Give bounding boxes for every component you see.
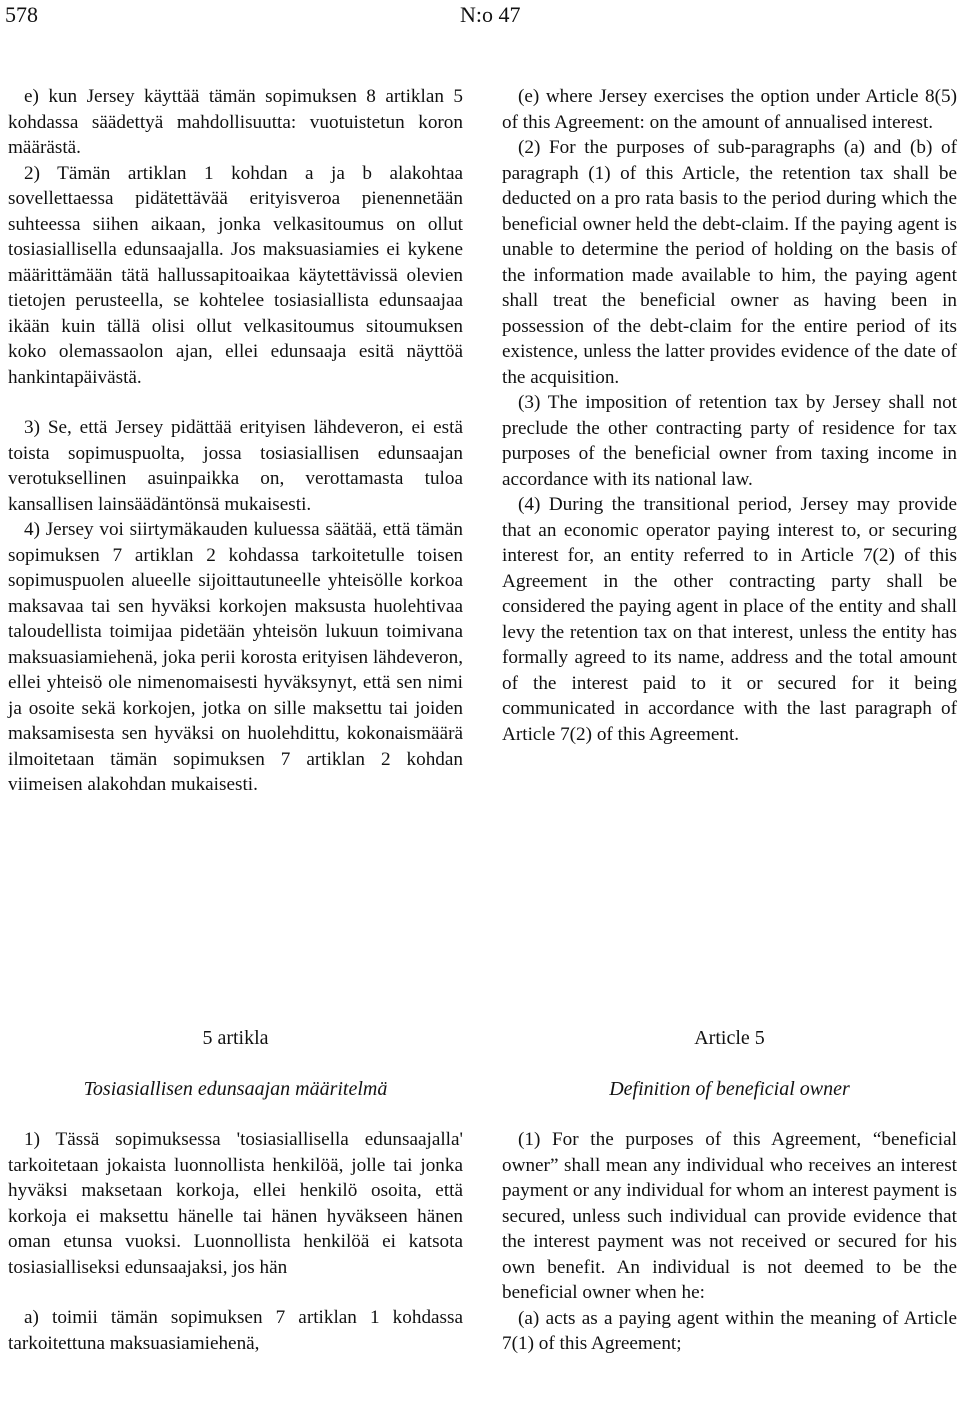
- fi-article-5-point-a: a) toimii tämän sopimuksen 7 artiklan 1 kohdassa tarkoitettuna maksuasiamiehenä,: [8, 1307, 463, 1354]
- fi-paragraph-3: 3) Se, että Jersey pidättää erityisen lähdeveron, ei estä toista sopimuspuolta, jossa tosiasiallisen edunsaajan verotuksellinen asuinpaikka on, verottamasta tuloa kansallisen lainsäädäntönsä mukaisesti.: [8, 417, 463, 515]
- fi-paragraph-4: 4) Jersey voi siirtymäkauden kuluessa säätää, että tämän sopimuksen 7 artiklan 2 kohdassa tarkoitetulle toisen sopimuspuolen alueelle sijoittautuneelle yhteisölle korkoa maksavaa tai sen hyväksi korkojen maksusta huolehtivaa taloudellista toimijaa pidetään yhteisön lukuun toimivana maksuasiamiehenä, joka perii korosta erityisen lähdeveron, ellei yhteisö ole nimenomaisesti hyväksynyt, että sen nimi ja osoite sekä korkojen, jotka on sille maksettu tai joiden maksamisesta sen hyväksi on huolehdittu, kokonaismäärä ilmoitetaan tämän sopimuksen 7 artiklan 2 kohdan viimeisen alakohdan mukaisesti.: [8, 519, 463, 795]
- en-article-title: Definition of beneficial owner: [609, 1077, 850, 1100]
- en-paragraph-2: (2) For the purposes of sub-paragraphs (a) and (b) of paragraph (1) of this Article, the retention tax shall be deducted on a pro rata basis to the period during which the beneficial owner held the debt-claim. If the paying agent is unable to determine the period of holding on the basis of the information made available to him, the paying agent shall treat the beneficial owner as having been in possession of the debt-claim for the entire period of its existence, unless the latter provides evidence of the date of the acquisition.: [502, 137, 957, 388]
- en-paragraph-4: (4) During the transitional period, Jersey may provide that an economic operator paying interest to, or securing interest for, an entity referred to in Article 7(2) of this Agreement in the other contracting party shall be considered the paying agent in place of the entity and shall levy the retention tax on that interest, unless the entity has formally agreed to its name, address and the total amount of the interest paid to it or secured for it being communicated in accordance with the last paragraph of Article 7(2) of this Agreement.: [502, 494, 957, 745]
- en-article-5-paragraph-1: (1) For the purposes of this Agreement, “beneficial owner” shall mean any individual who receives an interest payment or any individual for whom an interest payment is secured, unless such individual can provide evidence that the interest payment was not received or secured for his own benefit. An individual is not deemed to be the beneficial owner when he:: [502, 1129, 957, 1303]
- fi-paragraph-1e: e) kun Jersey käyttää tämän sopimuksen 8 artiklan 5 kohdassa säädettyä mahdollisuutta: vuotuistetun koron määrästä.: [8, 86, 463, 158]
- fi-article-heading: 5 artikla: [202, 1027, 269, 1049]
- page-header: [0, 0, 960, 40]
- fi-paragraph-2: 2) Tämän artiklan 1 kohdan a ja b alakohtaa sovellettaessa pidätettävää erityisveroa pienennetään suhteessa siihen aikaan, jonka velkasitoumus on ollut tosiasiallisella edunsaajalla. Jos maksuasiamies ei kykene määrittämään tätä hallussapitoaikaa käytettävissä olevien tietojen perusteella, se kohtelee tosiasiallista edunsaajaa ikään kuin tällä olisi ollut velkasitoumus sitoumuksen koko olemassaolon ajan, ellei edunsaaja esitä näyttöä hankintapäivästä.: [8, 162, 463, 388]
- english-column-top: [502, 84, 957, 747]
- issue-number: N:o 47: [460, 2, 521, 27]
- fi-article-title: Tosiasiallisen edunsaajan määritelmä: [83, 1077, 388, 1100]
- english-article-5: [502, 1026, 957, 1357]
- en-article-heading: Article 5: [694, 1027, 765, 1049]
- finnish-article-5: [8, 1026, 463, 1356]
- en-paragraph-3: (3) The imposition of retention tax by Jersey shall not preclude the other contracting party of residence for tax purposes of the beneficial owner from taxing income in accordance with its national law.: [502, 392, 957, 490]
- en-article-5-point-a: (a) acts as a paying agent within the meaning of Article 7(1) of this Agreement;: [502, 1307, 957, 1354]
- page-number: 578: [5, 2, 38, 27]
- finnish-column-top: [8, 84, 463, 798]
- en-paragraph-1e: (e) where Jersey exercises the option under Article 8(5) of this Agreement: on the amount of annualised interest.: [502, 86, 957, 133]
- fi-article-5-paragraph-1: 1) Tässä sopimuksessa 'tosiasiallisella edunsaajalla' tarkoitetaan jokaista luonnollista henkilöä, jolle tai jonka hyväksi maksetaan korkoja, ellei henkilö osoita, että korkoja ei maksettu hänelle tai hänen hyväkseen hänen oman etunsa vuoksi. Luonnollista henkilöä ei katsota tosiasialliseksi edunsaajaksi, jos hän: [8, 1129, 463, 1278]
